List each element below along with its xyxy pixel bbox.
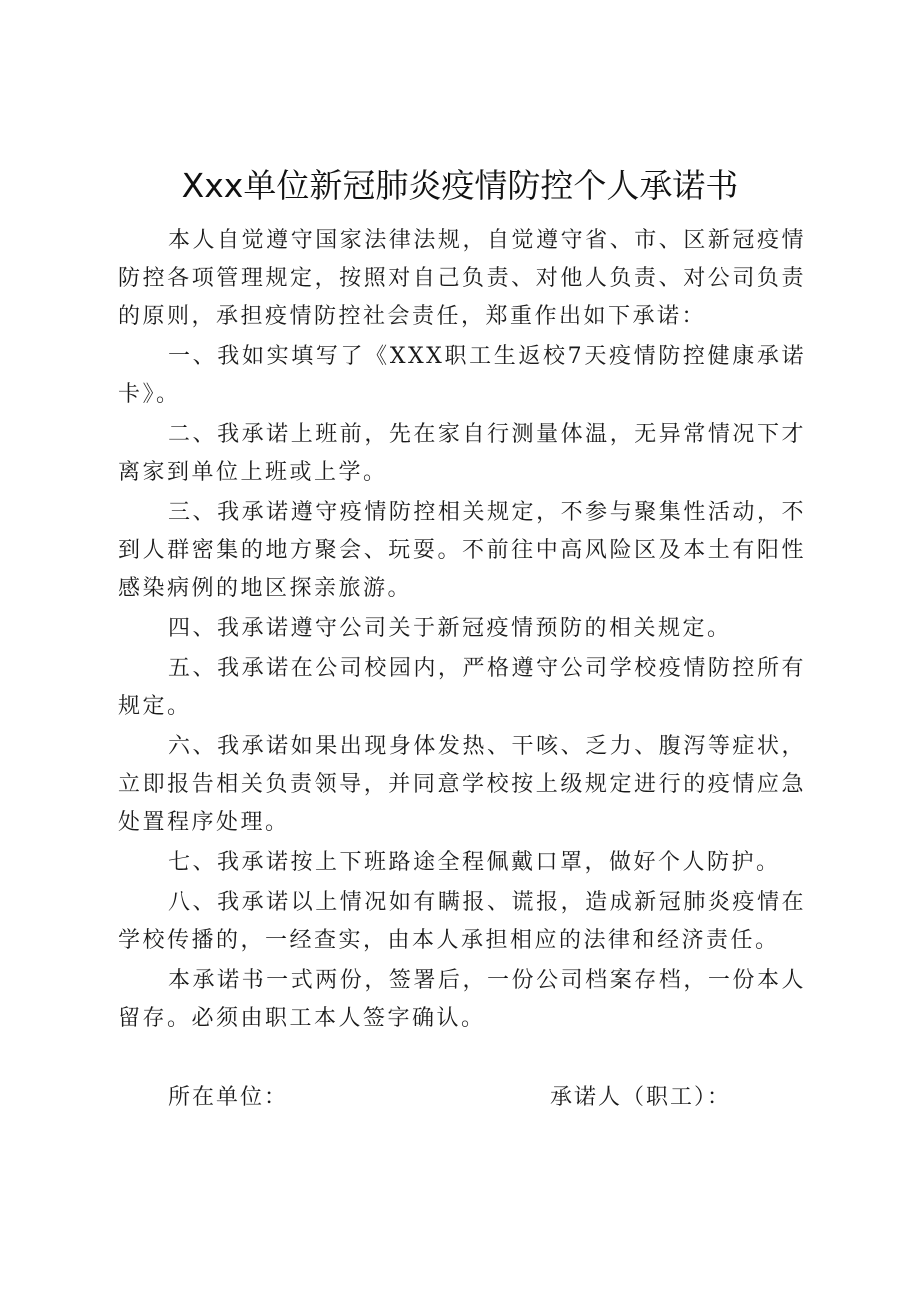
commitment-item-5: 五、我承诺在公司校园内，严格遵守公司学校疫情防控所有规定。 (118, 656, 806, 719)
commitment-item-7: 七、我承诺按上下班路途全程佩戴口罩，做好个人防护。 (168, 850, 781, 875)
document-title: Xxx单位新冠肺炎疫情防控个人承诺书 (181, 166, 739, 205)
person-signature-label: 承诺人（职工）： (550, 1085, 732, 1110)
intro-paragraph: 本人自觉遵守国家法律法规，自觉遵守省、市、区新冠疫情防控各项管理规定，按照对自己负责、对他人负责、对公司负责的原则，承担疫情防控社会责任，郑重作出如下承诺： (118, 228, 806, 329)
unit-signature-label: 所在单位： (168, 1085, 289, 1110)
commitment-item-6: 六、我承诺如果出现身体发热、干咳、乏力、腹泻等症状，立即报告相关负责领导，并同意学校按上级规定进行的疫情应急处置程序处理。 (118, 734, 806, 835)
commitment-item-1: 一、我如实填写了《XXX职工生返校7天疫情防控健康承诺卡》。 (118, 344, 806, 407)
commitment-item-8: 八、我承诺以上情况如有瞒报、谎报，造成新冠肺炎疫情在学校传播的，一经查实，由本人承担相应的法律和经济责任。 (118, 890, 806, 953)
commitment-item-4: 四、我承诺遵守公司关于新冠疫情预防的相关规定。 (168, 616, 732, 641)
closing-paragraph: 本承诺书一式两份，签署后，一份公司档案存档，一份本人留存。必须由职工本人签字确认。 (118, 968, 806, 1031)
document-body (118, 222, 806, 1038)
commitment-item-3: 三、我承诺遵守疫情防控相关规定，不参与聚集性活动，不到人群密集的地方聚会、玩耍。不前往中高风险区及本土有阳性感染病例的地区探亲旅游。 (118, 500, 806, 601)
commitment-item-2: 二、我承诺上班前，先在家自行测量体温，无异常情况下才离家到单位上班或上学。 (118, 422, 806, 485)
